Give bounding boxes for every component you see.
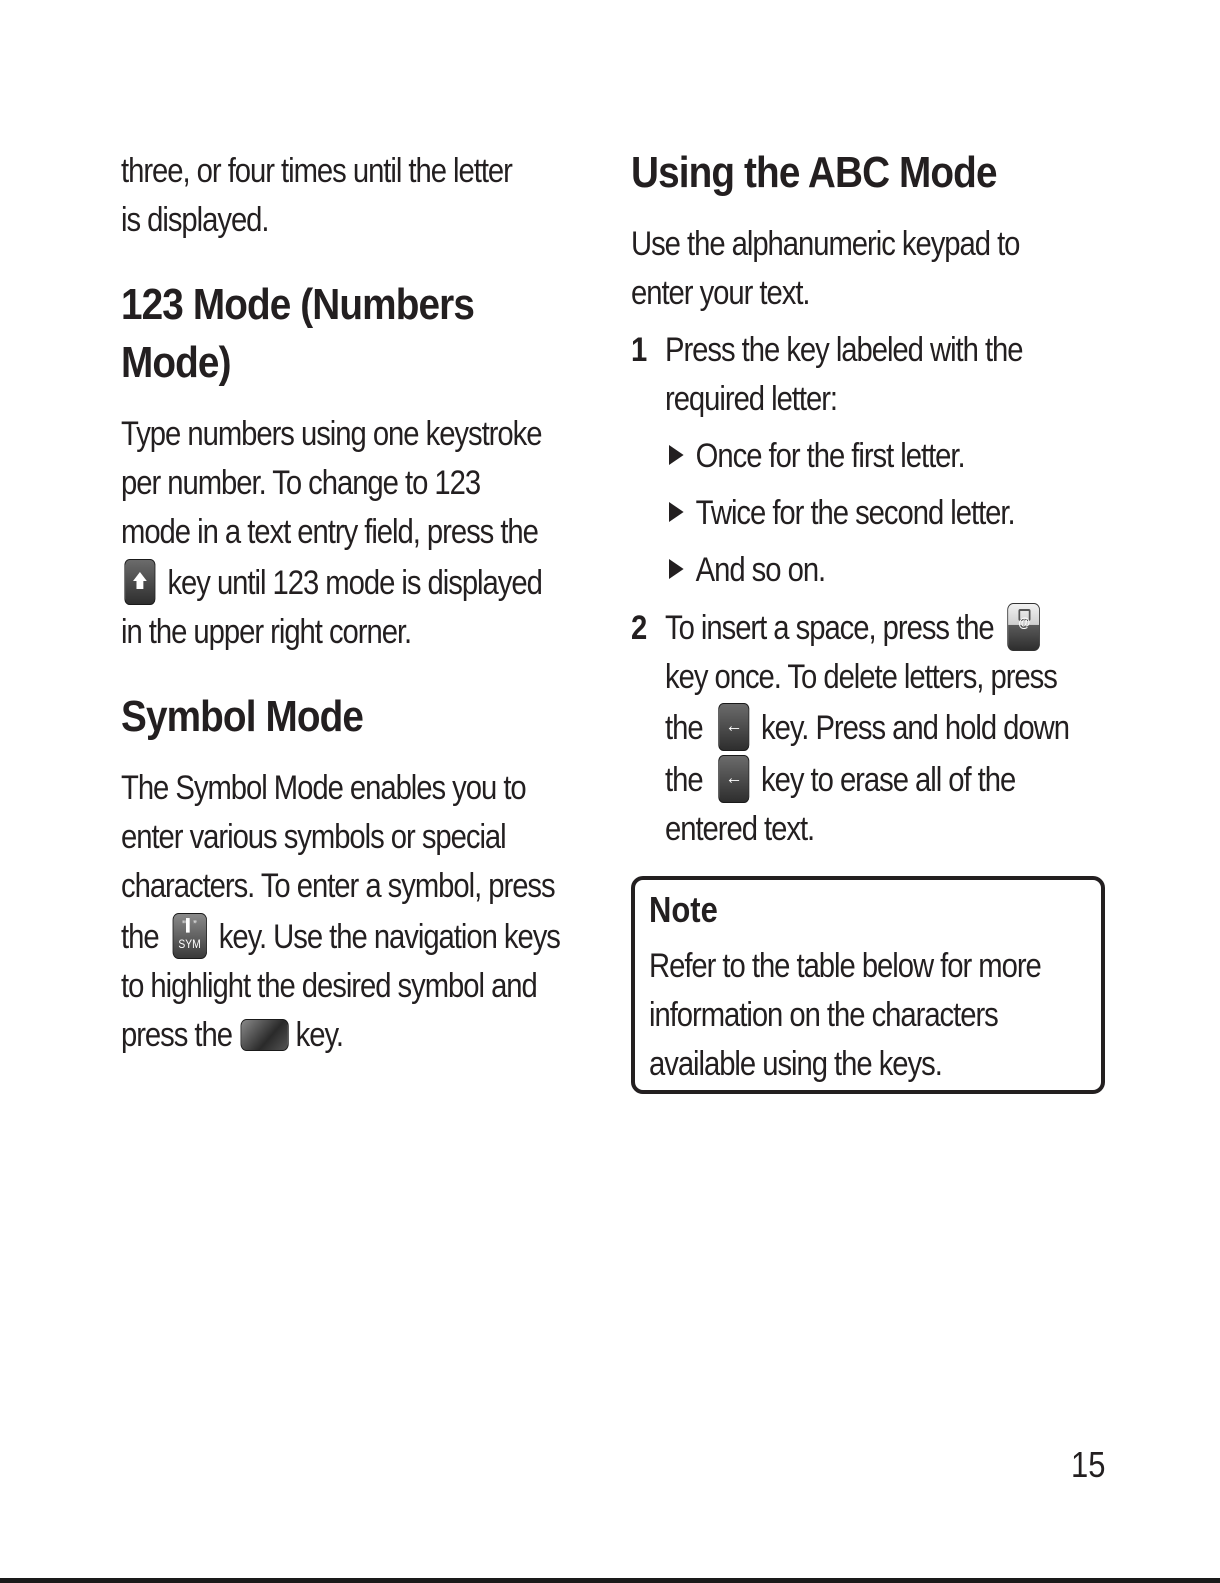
note-line-3: available using the keys. [649, 1045, 942, 1083]
shift-key-icon [124, 559, 155, 605]
symbol-line-4-pre: the [121, 918, 159, 956]
symbol-line-4-post: key. Use the navigation keys [218, 918, 560, 956]
space-key-icon [1007, 603, 1040, 651]
bullet-2-text: Twice for the second letter. [695, 494, 1015, 532]
step-1-line-1: Press the key labeled with the [665, 331, 1023, 369]
step-2-line-4 [665, 756, 1015, 806]
step-2-line-3 [665, 704, 1069, 754]
symbol-line-6-post: key. [295, 1016, 343, 1054]
note-line-2: information on the characters [649, 996, 998, 1034]
symbol-line-6 [121, 1011, 343, 1060]
space-key-at: @ [1018, 614, 1030, 631]
symbol-line-1: The Symbol Mode enables you to [121, 769, 526, 807]
bullet-3-text: And so on. [695, 551, 826, 589]
note-box [631, 876, 1105, 1094]
bullet-1-text: Once for the first letter. [695, 437, 965, 475]
symbol-line-6-pre: press the [121, 1016, 232, 1054]
step-2-line-5: entered text. [665, 810, 815, 848]
bullet-1 [669, 432, 965, 481]
step-2-line-1-text: To insert a space, press the [665, 609, 994, 647]
step-2-line-4-pre: the [665, 761, 703, 799]
abc-intro-line-1: Use the alphanumeric keypad to [631, 225, 1020, 263]
sym-key-top-label: "▌” [182, 918, 197, 933]
symbol-line-3: characters. To enter a symbol, press [121, 867, 555, 905]
mode123-line-3: mode in a text entry field, press the [121, 513, 538, 551]
symbol-line-2: enter various symbols or special [121, 818, 506, 856]
mode123-line-4-text: key until 123 mode is displayed [167, 564, 542, 602]
heading-abc-mode: Using the ABC Mode [631, 148, 997, 197]
sym-key-icon [172, 913, 206, 959]
triangle-bullet-icon [669, 502, 684, 522]
bullet-3 [669, 546, 825, 595]
page-number: 15 [1071, 1444, 1106, 1485]
abc-intro-line-2: enter your text. [631, 274, 810, 312]
delete-key-icon: ← [718, 755, 749, 803]
bullet-2 [669, 489, 1015, 538]
heading-123-mode-line-2: Mode) [121, 338, 231, 387]
intro-line-2: is displayed. [121, 201, 269, 239]
intro-line-1: three, or four times until the letter [121, 152, 512, 190]
symbol-line-4 [121, 913, 560, 962]
step-2-line-4-post: key to erase all of the [761, 761, 1016, 799]
bottom-rule [0, 1578, 1220, 1583]
step-2-line-1 [665, 604, 1040, 654]
step-1-number: 1 [631, 331, 648, 369]
triangle-bullet-icon [669, 445, 684, 465]
triangle-bullet-icon [669, 559, 684, 579]
delete-key-icon: ← [718, 703, 749, 751]
mode123-line-5: in the upper right corner. [121, 613, 412, 651]
note-line-1: Refer to the table below for more [649, 947, 1041, 985]
symbol-line-5: to highlight the desired symbol and [121, 967, 537, 1005]
step-2-line-3-post: key. Press and hold down [761, 709, 1069, 747]
heading-symbol-mode: Symbol Mode [121, 692, 364, 741]
note-title: Note [649, 889, 718, 930]
sym-key-bottom-label: SYM [178, 937, 201, 952]
ok-key-icon [241, 1019, 289, 1051]
mode123-line-4 [121, 559, 542, 608]
step-2-line-2: key once. To delete letters, press [665, 658, 1057, 696]
step-2-line-3-pre: the [665, 709, 703, 747]
heading-123-mode-line-1: 123 Mode (Numbers [121, 280, 474, 329]
step-1-line-2: required letter: [665, 380, 838, 418]
mode123-line-2: per number. To change to 123 [121, 464, 481, 502]
step-2-number: 2 [631, 609, 648, 647]
mode123-line-1: Type numbers using one keystroke [121, 415, 542, 453]
